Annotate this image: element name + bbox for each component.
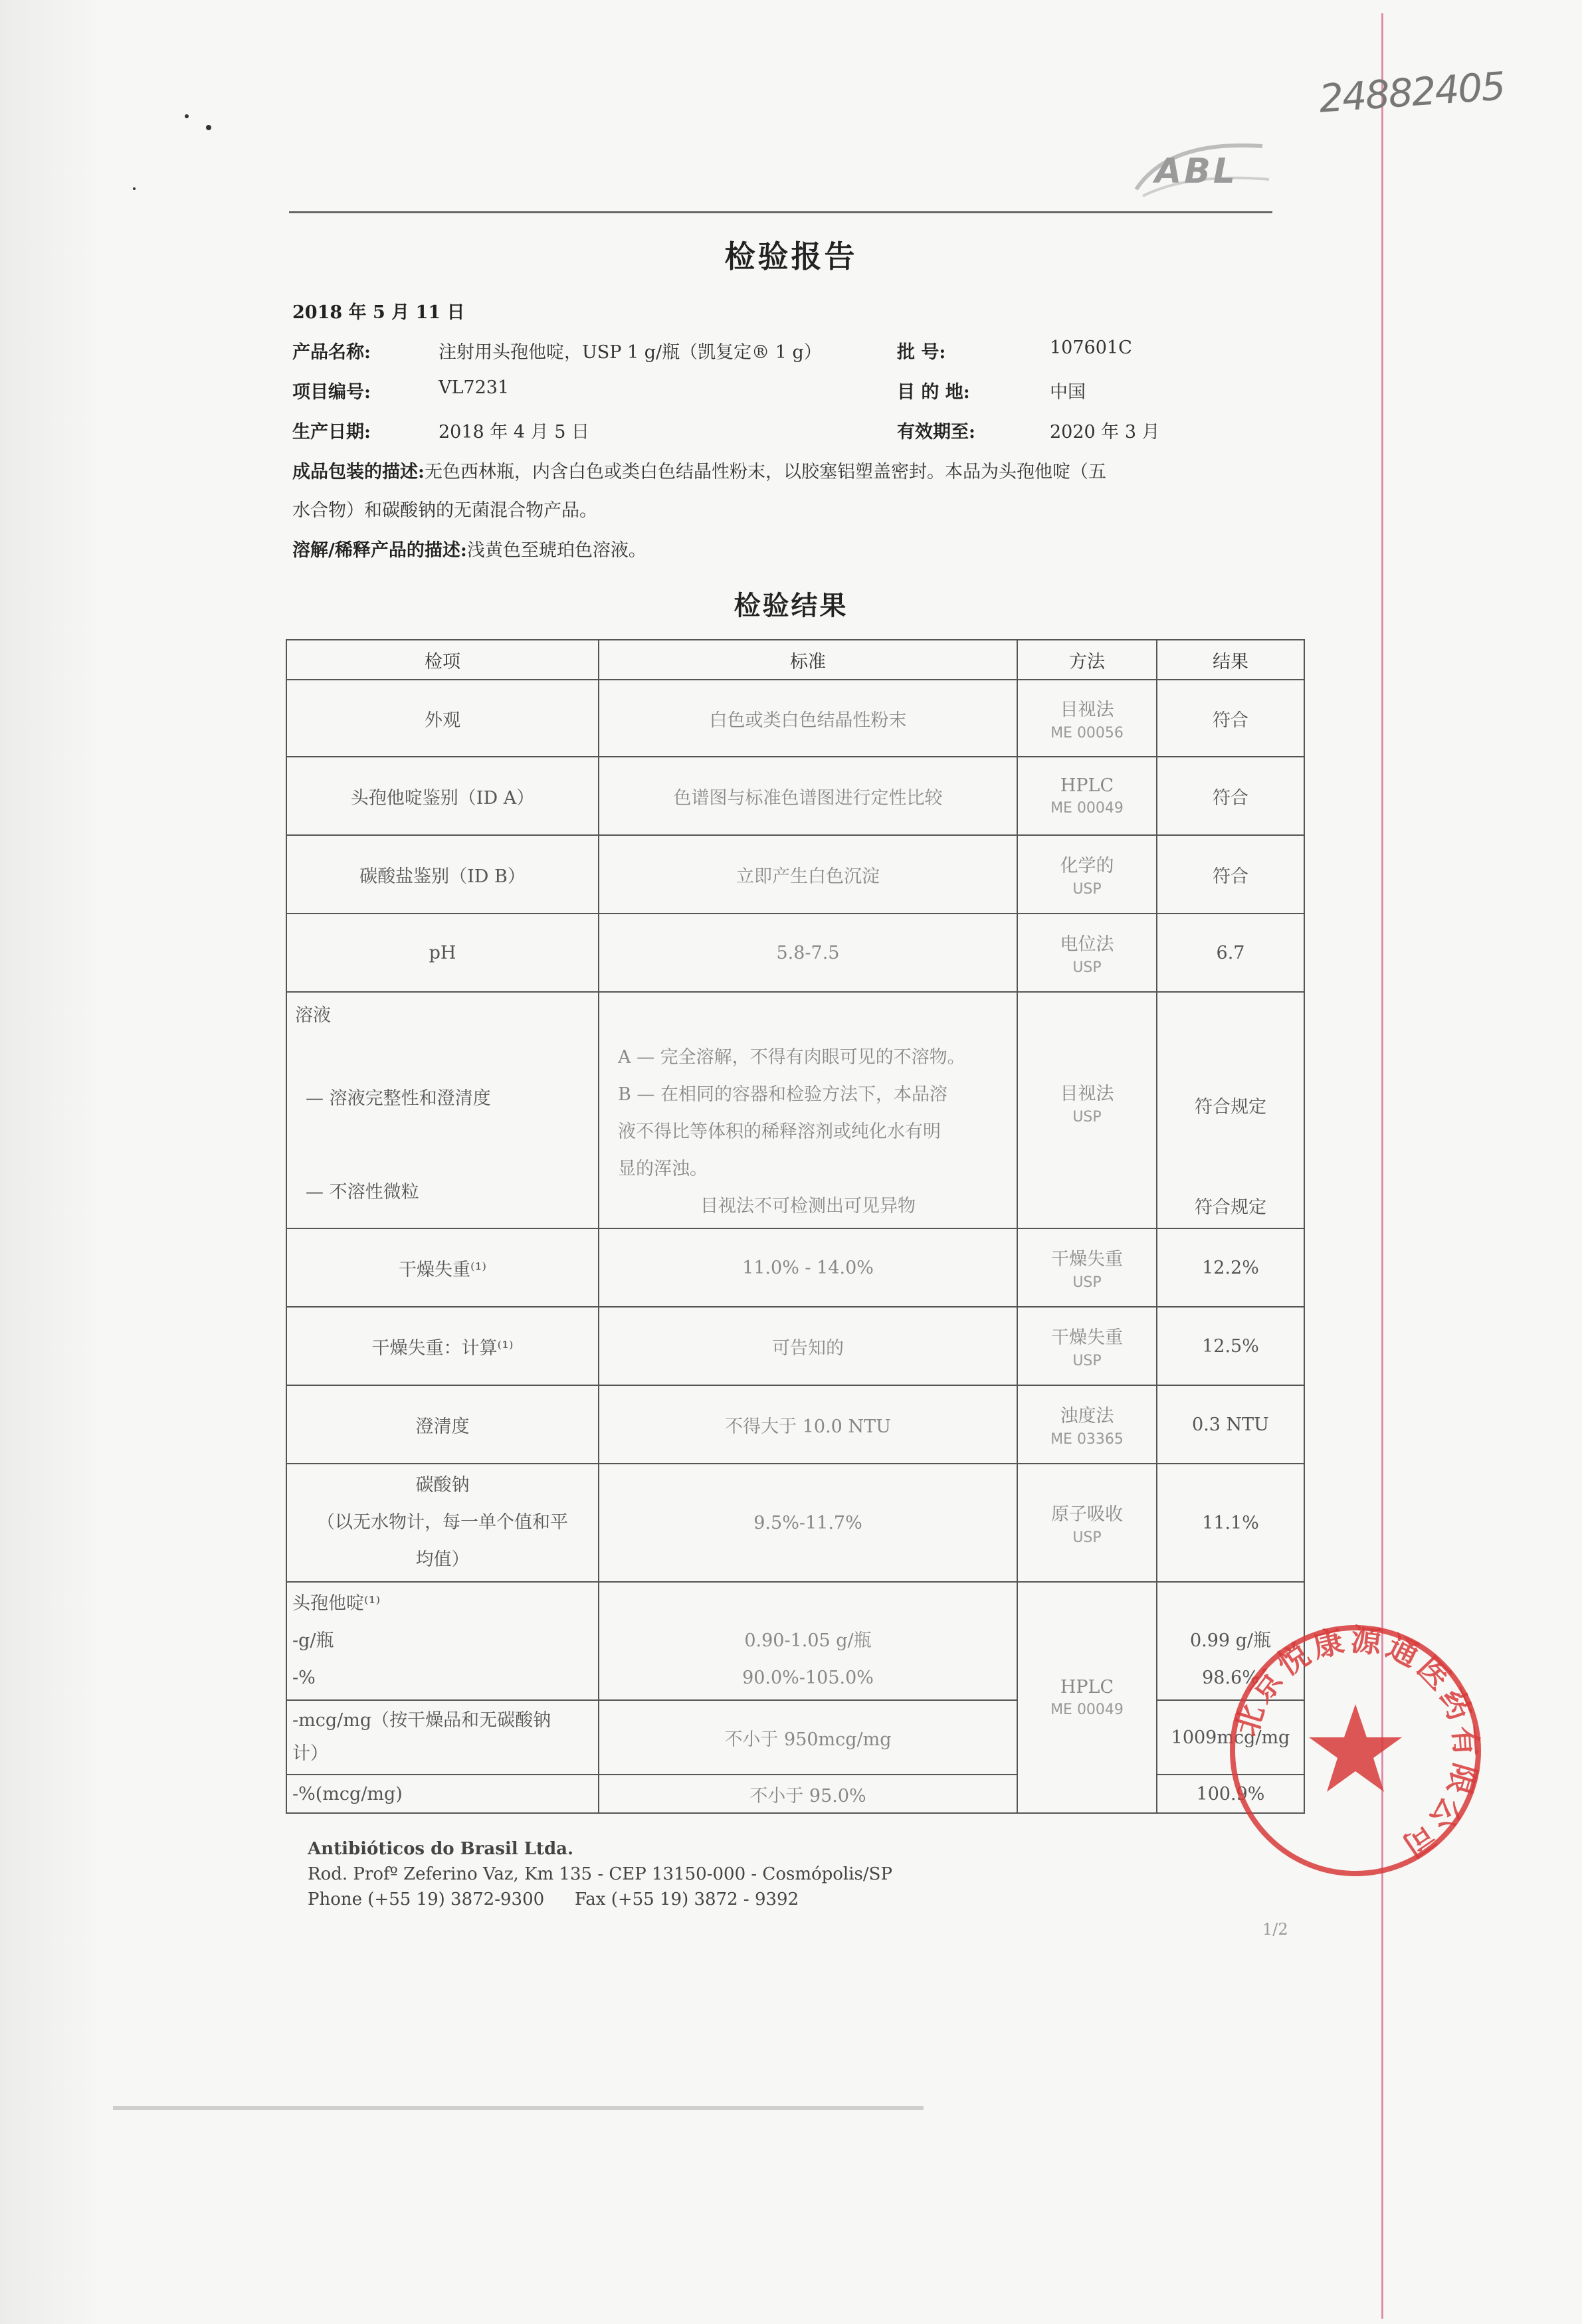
cell-standard: 9.5%-11.7%: [599, 1464, 1017, 1582]
method-code: ME 00049: [1050, 1701, 1124, 1718]
cell-standard: 立即产生白色沉淀: [599, 835, 1017, 914]
cell-standard: 5.8-7.5: [599, 914, 1017, 992]
cell-result: 12.2%: [1157, 1228, 1304, 1307]
cell-result: 1009mcg/mg: [1157, 1700, 1304, 1775]
cell-method: [1017, 757, 1157, 835]
table-row: [286, 1228, 1304, 1307]
header-standard: 标准: [599, 640, 1017, 680]
ceftaz-g-standard: 0.90-1.05 g/瓶: [744, 1630, 872, 1651]
cell-standard: 不小于 95.0%: [599, 1775, 1017, 1813]
ceftaz-pct-label: -%: [292, 1668, 316, 1688]
cell-result: 0.3 NTU: [1157, 1385, 1304, 1464]
cell-standard: [599, 992, 1017, 1228]
table-row: [286, 1307, 1304, 1385]
cell-method: [1017, 680, 1157, 757]
standard-b2: 液不得比等体积的稀释溶剂或纯化水有明: [618, 1121, 941, 1142]
results-title: 检验结果: [734, 590, 848, 621]
method-name: 原子吸收: [1051, 1504, 1123, 1525]
cell-result: 11.1%: [1157, 1464, 1304, 1582]
cell-method: [1017, 1228, 1157, 1307]
cell-method: [1017, 1385, 1157, 1464]
standard-b3: 显的浑浊。: [618, 1159, 708, 1179]
ceftaz-pct-standard: 90.0%-105.0%: [742, 1668, 874, 1688]
ceftaz-g-label: -g/瓶: [292, 1630, 334, 1651]
cell-standard: [599, 1582, 1017, 1700]
header-rule: [289, 211, 1272, 213]
destination-value: 中国: [1050, 382, 1086, 403]
solution-sub-clarity: — 溶液完整性和澄清度: [306, 1088, 491, 1109]
cell-result: 符合: [1157, 757, 1304, 835]
scan-speck: [206, 125, 211, 130]
ceftaz-pct-result: 98.6%: [1202, 1668, 1259, 1688]
table-row: [286, 835, 1304, 914]
header-result: 结果: [1157, 640, 1304, 680]
cell-standard: 色谱图与标准色谱图进行定性比较: [599, 757, 1017, 835]
solution-title: 溶液: [295, 1005, 331, 1026]
table-row-ceftazidime-g: [286, 1582, 1304, 1700]
result-clarity: 符合规定: [1195, 1097, 1266, 1117]
method-code: ME 03365: [1050, 1431, 1124, 1448]
header-item: 检项: [286, 640, 599, 680]
cell-method: [1017, 835, 1157, 914]
method-code: ME 00049: [1050, 800, 1124, 817]
cell-method: [1017, 1464, 1157, 1582]
cell-method: [1017, 1582, 1157, 1813]
logo-text: ABL: [1155, 151, 1238, 191]
method-name: 电位法: [1060, 934, 1114, 955]
method-name: 干燥失重: [1051, 1249, 1123, 1270]
cell-standard: 不得大于 10.0 NTU: [599, 1385, 1017, 1464]
packaging-text-line2: 水合物）和碳酸钠的无菌混合物产品。: [292, 500, 597, 521]
scan-bottom-smudge: [113, 2106, 924, 2110]
page-number: 1/2: [1262, 1920, 1288, 1939]
method-name: HPLC: [1060, 775, 1114, 796]
cell-item: 头孢他啶鉴别（ID A）: [286, 757, 599, 835]
method-name: 浊度法: [1060, 1406, 1114, 1426]
ceftaz-mcg-label-line2: 计）: [292, 1743, 328, 1764]
method-code: USP: [1072, 1353, 1102, 1369]
sodium-item-line2: （以无水物计，每一单个值和平: [317, 1512, 568, 1533]
production-date-value: 2018 年 4 月 5 日: [439, 422, 589, 442]
results-table: [286, 639, 1305, 1814]
ceftaz-mcg-label-line1: -mcg/mg（按干燥品和无碳酸钠: [292, 1710, 551, 1731]
cell-item: [286, 1700, 599, 1775]
cell-item: [286, 1582, 599, 1700]
cell-result: 100.9%: [1157, 1775, 1304, 1813]
cell-result: [1157, 992, 1304, 1228]
sodium-item-line3: 均值）: [415, 1549, 470, 1570]
solution-label: 溶解/稀释产品的描述:: [292, 540, 467, 561]
footer-address: Rod. Profº Zeferino Vaz, Km 135 - CEP 13150-000 - Cosmópolis/SP: [308, 1864, 892, 1884]
cell-standard: 白色或类白色结晶性粉末: [599, 680, 1017, 757]
standard-b1: B — 在相同的容器和检验方法下，本品溶: [618, 1084, 948, 1105]
cell-result: 符合: [1157, 835, 1304, 914]
footer-fax: Fax (+55 19) 3872 - 9392: [575, 1889, 799, 1909]
table-row: [286, 1385, 1304, 1464]
cell-item: [286, 992, 599, 1228]
product-name-label: 产品名称:: [292, 342, 371, 363]
method-code: USP: [1072, 1109, 1102, 1125]
cell-item: 澄清度: [286, 1385, 599, 1464]
cell-result: 12.5%: [1157, 1307, 1304, 1385]
method-name: 目视法: [1060, 1084, 1114, 1104]
destination-label: 目 的 地:: [897, 382, 970, 403]
seal-star-icon: [1309, 1704, 1402, 1792]
scan-shadow: [0, 0, 106, 2324]
method-code: USP: [1072, 959, 1102, 976]
cell-item: [286, 1464, 599, 1582]
method-name: 化学的: [1060, 856, 1114, 876]
seal-text: 北京悦康源通医药有限公司: [1227, 1621, 1485, 1867]
packaging-description: [292, 457, 1106, 483]
scan-speck: [185, 114, 189, 118]
cell-method: [1017, 914, 1157, 992]
method-name: 干燥失重: [1051, 1327, 1123, 1348]
sodium-item-line1: 碳酸钠: [415, 1475, 470, 1496]
header-method: 方法: [1017, 640, 1157, 680]
cell-method: [1017, 992, 1157, 1228]
ceftaz-g-result: 0.99 g/瓶: [1189, 1630, 1272, 1651]
cell-result: 符合: [1157, 680, 1304, 757]
solution-description: [292, 535, 646, 561]
cell-standard: 可告知的: [599, 1307, 1017, 1385]
method-code: ME 00056: [1050, 725, 1124, 741]
table-row: [286, 914, 1304, 992]
footer-company: Antibióticos do Brasil Ltda.: [308, 1839, 574, 1859]
page-title: 检验报告: [724, 239, 858, 274]
cell-item: 碳酸盐鉴别（ID B）: [286, 835, 599, 914]
method-code: USP: [1072, 881, 1102, 898]
method-code: USP: [1072, 1529, 1102, 1546]
product-name-value: 注射用头孢他啶，USP 1 g/瓶（凯复定® 1 g）: [439, 342, 822, 363]
scan-fold-line: [1381, 13, 1383, 2319]
cell-item: 干燥失重：计算⁽¹⁾: [286, 1307, 599, 1385]
scan-speck: [133, 187, 136, 190]
standard-a: A — 完全溶解，不得有肉眼可见的不溶物。: [618, 1047, 965, 1068]
batch-value: 107601C: [1050, 338, 1132, 358]
project-label: 项目编号:: [292, 382, 371, 403]
handwritten-number: 24882405: [1317, 63, 1506, 122]
company-seal-stamp: [1226, 1621, 1485, 1880]
cell-method: [1017, 1307, 1157, 1385]
table-row: [286, 757, 1304, 835]
result-particles: 符合规定: [1195, 1197, 1266, 1218]
footer-phone: Phone (+55 19) 3872-9300: [308, 1889, 545, 1909]
cell-standard: 不小于 950mcg/mg: [599, 1700, 1017, 1775]
production-date-label: 生产日期:: [292, 422, 371, 442]
packaging-label: 成品包装的描述:: [292, 462, 425, 482]
cell-item: -%(mcg/mg): [286, 1775, 599, 1813]
table-row-solution: [286, 992, 1304, 1228]
method-name: HPLC: [1060, 1677, 1114, 1697]
table-row-sodium-carbonate: [286, 1464, 1304, 1582]
batch-label: 批 号:: [897, 342, 946, 363]
expiry-label: 有效期至:: [897, 422, 975, 442]
cell-item: 干燥失重⁽¹⁾: [286, 1228, 599, 1307]
table-header-row: [286, 640, 1304, 680]
solution-sub-particles: — 不溶性微粒: [306, 1182, 419, 1203]
ceftaz-title: 头孢他啶⁽¹⁾: [292, 1593, 381, 1614]
cell-result: 6.7: [1157, 914, 1304, 992]
cell-item: 外观: [286, 680, 599, 757]
packaging-text-line1: 无色西林瓶，内含白色或类白色结晶性粉末，以胶塞铝塑盖密封。本品为头孢他啶（五: [424, 462, 1106, 482]
cell-standard: 11.0% - 14.0%: [599, 1228, 1017, 1307]
standard-c: 目视法不可检测出可见异物: [700, 1196, 916, 1216]
cell-item: pH: [286, 914, 599, 992]
method-code: USP: [1072, 1274, 1102, 1291]
solution-text: 浅黄色至琥珀色溶液。: [466, 540, 646, 561]
report-date: 2018 年 5 月 11 日: [292, 302, 465, 323]
table-row: [286, 680, 1304, 757]
expiry-value: 2020 年 3 月: [1050, 422, 1160, 442]
project-value: VL7231: [439, 377, 510, 398]
method-name: 目视法: [1060, 700, 1114, 720]
